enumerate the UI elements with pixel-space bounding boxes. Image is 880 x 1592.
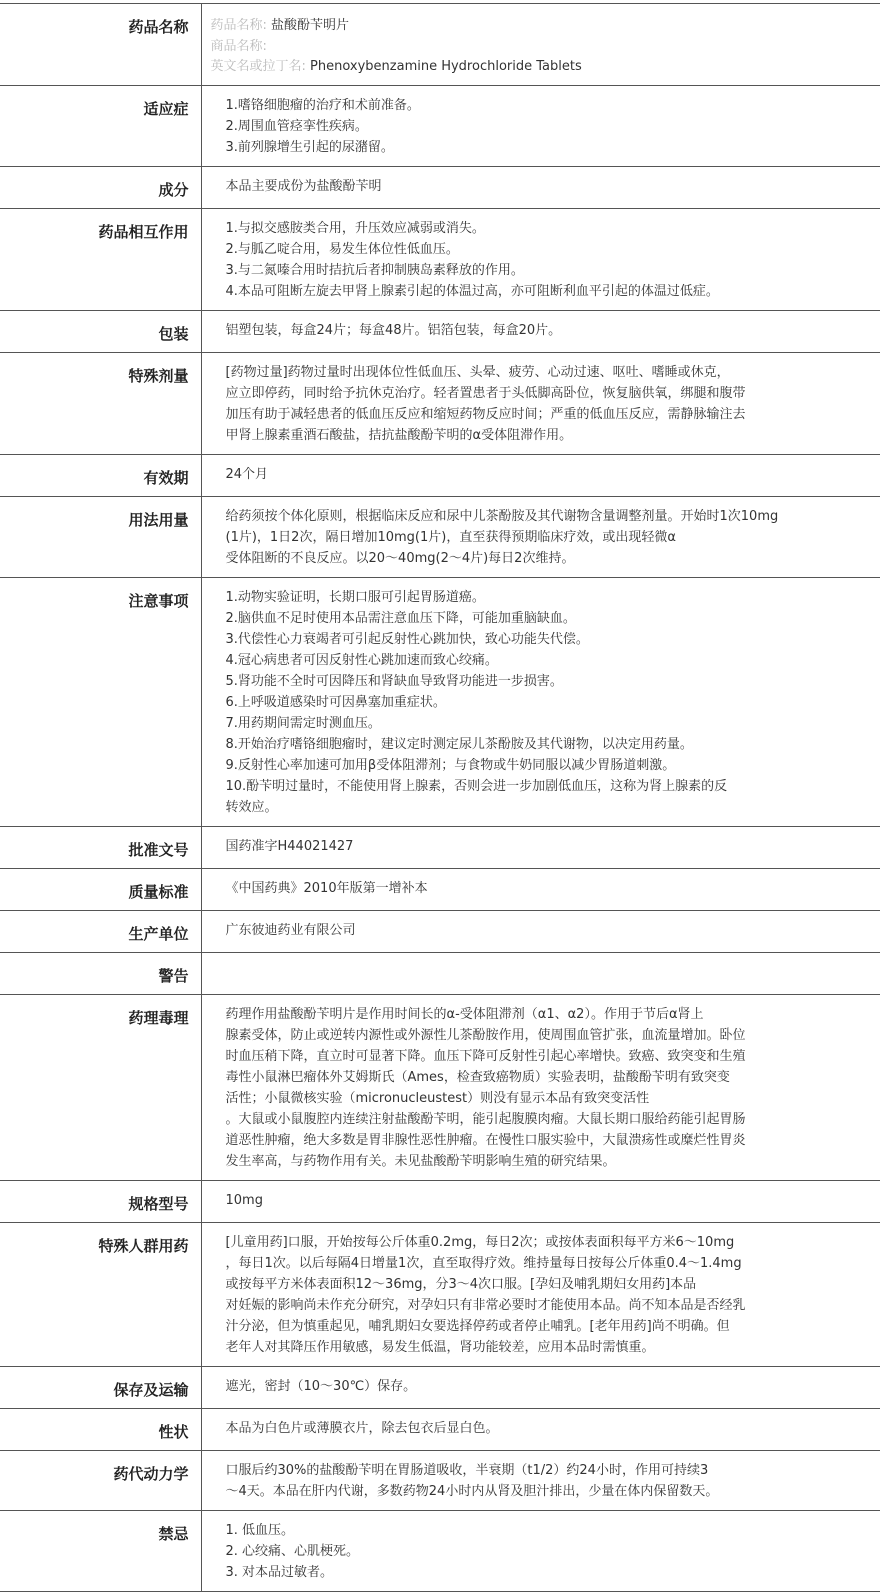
value-precautions	[201, 577, 880, 826]
value-appearance	[201, 1408, 880, 1450]
text-line: 6.上呼吸道感染时可因鼻塞加重症状。	[225, 694, 446, 710]
text-line: 1.与拟交感胺类合用，升压效应减弱或消失。	[225, 220, 485, 236]
row-interactions	[0, 208, 880, 310]
text-line: 1.嗜铬细胞瘤的治疗和术前准备。	[225, 97, 420, 113]
label-pharmacology: 药理毒理	[0, 994, 201, 1180]
label-contraindications: 禁忌	[0, 1510, 201, 1591]
text-line: 2.脑供血不足时使用本品需注意血压下降，可能加重脑缺血。	[225, 610, 576, 626]
value-validity	[201, 454, 880, 496]
text-line: 8.开始治疗嗜铬细胞瘤时，建议定时测定尿儿茶酚胺及其代谢物，以决定用药量。	[225, 736, 693, 752]
label-warning: 警告	[0, 952, 201, 994]
text-line: 1. 低血压。	[225, 1522, 295, 1538]
value-warning	[201, 952, 880, 994]
value-spec	[201, 1180, 880, 1222]
row-validity	[0, 454, 880, 496]
text-line: 《中国药典》2010年版第一增补本	[225, 880, 428, 896]
trade-name-line	[211, 37, 873, 58]
row-warning	[0, 952, 880, 994]
text-line: 应立即停药，同时给予抗休克治疗。轻者置患者于头低脚高卧位，恢复脑供氧，绑腿和腹带	[225, 385, 746, 401]
value-overdose	[201, 352, 880, 454]
label-precautions: 注意事项	[0, 577, 201, 826]
row-pharmacology	[0, 994, 880, 1180]
text-line: 5.肾功能不全时可因降压和肾缺血导致肾功能进一步损害。	[225, 673, 563, 689]
row-approval	[0, 826, 880, 868]
generic-name-value: 盐酸酚苄明片	[271, 18, 350, 33]
text-line: 铝塑包装，每盒24片；每盒48片。铝箔包装，每盒20片。	[225, 322, 562, 338]
value-indications	[201, 85, 880, 166]
value-storage	[201, 1366, 880, 1408]
trade-name-label: 商品名称:	[210, 38, 267, 54]
text-line: 2.周围血管痉挛性疾病。	[225, 118, 368, 134]
value-ingredients	[201, 166, 880, 208]
row-standard	[0, 868, 880, 910]
label-indications: 适应症	[0, 85, 201, 166]
row-storage	[0, 1366, 880, 1408]
value-approval	[201, 826, 880, 868]
text-line: ，每日1次。以后每隔4日增量1次，直至取得疗效。维持量每日按每公斤体重0.4～1.4mg	[225, 1255, 742, 1271]
text-line: 4.本品可阻断左旋去甲肾上腺素引起的体温过高，亦可阻断利血平引起的体温过低症。	[225, 283, 719, 299]
row-packaging	[0, 310, 880, 352]
text-line: 国药准字H44021427	[225, 838, 354, 854]
label-interactions: 药品相互作用	[0, 208, 201, 310]
text-line: 4.冠心病患者可因反射性心跳加速而致心绞痛。	[225, 652, 498, 668]
text-line: 活性；小鼠微核实验（micronucleustest）则没有显示本品有致突变活性	[225, 1090, 650, 1106]
label-approval: 批准文号	[0, 826, 201, 868]
label-name: 药品名称	[0, 4, 201, 86]
text-line: 24个月	[225, 466, 269, 482]
value-standard	[201, 868, 880, 910]
text-line: [儿童用药]口服，开始按每公斤体重0.2mg，每日2次；或按体表面积每平方米6～10mg	[225, 1234, 735, 1250]
text-line: 7.用药期间需定时测血压。	[225, 715, 381, 731]
english-name-line	[211, 57, 873, 78]
label-special-groups: 特殊人群用药	[0, 1222, 201, 1366]
row-precautions	[0, 577, 880, 826]
row-appearance	[0, 1408, 880, 1450]
label-manufacturer: 生产单位	[0, 910, 201, 952]
text-line: 2. 心绞痛、心肌梗死。	[225, 1543, 360, 1559]
row-pharmacokinetics	[0, 1450, 880, 1510]
english-name-label: 英文名或拉丁名:	[210, 59, 306, 74]
text-line: 9.反射性心率加速可加用β受体阻滞剂；与食物或牛奶同服以减少胃肠道刺激。	[225, 757, 676, 773]
text-line: 遮光，密封（10～30℃）保存。	[225, 1378, 417, 1394]
text-line: 药理作用盐酸酚苄明片是作用时间长的α-受体阻滞剂（α1、α2）。作用于节后α肾上	[225, 1006, 704, 1022]
text-line: 加压有助于减轻患者的低血压反应和缩短药物反应时间；严重的低血压反应，需静脉输注去	[225, 406, 746, 422]
label-pharmacokinetics: 药代动力学	[0, 1450, 201, 1510]
row-dosage	[0, 496, 880, 577]
label-standard: 质量标准	[0, 868, 201, 910]
label-packaging: 包装	[0, 310, 201, 352]
label-storage: 保存及运输	[0, 1366, 201, 1408]
text-line: (1片)，1日2次，隔日增加10mg(1片)，直至获得预期临床疗效，或出现轻微α	[225, 529, 676, 545]
text-line: 口服后约30%的盐酸酚苄明在胃肠道吸收，半衰期（t1/2）约24小时，作用可持续3	[225, 1462, 709, 1478]
row-overdose	[0, 352, 880, 454]
text-line: 广东彼迪药业有限公司	[225, 922, 356, 938]
text-line: 转效应。	[225, 799, 278, 815]
text-line: 时血压稍下降，直立时可显著下降。血压下降可反射性引起心率增快。致癌、致突变和生殖	[225, 1048, 746, 1064]
text-line: 对妊娠的影响尚未作充分研究，对孕妇只有非常必要时才能使用本品。尚不知本品是否经乳	[225, 1297, 746, 1313]
text-line: [药物过量]药物过量时出现体位性低血压、头晕、疲劳、心动过速、呕吐、嗜睡或休克，	[225, 364, 730, 380]
text-line: ～4天。本品在肝内代谢，多数药物24小时内从肾及胆汁排出，少量在体内保留数天。	[225, 1483, 719, 1499]
spec-table-body	[0, 4, 880, 1592]
text-line: 给药须按个体化原则，根据临床反应和尿中儿茶酚胺及其代谢物含量调整剂量。开始时1次10mg	[225, 508, 779, 524]
row-spec	[0, 1180, 880, 1222]
english-name-value: Phenoxybenzamine Hydrochloride Tablets	[310, 59, 582, 74]
generic-name-line	[211, 16, 873, 37]
value-packaging	[201, 310, 880, 352]
label-ingredients: 成分	[0, 166, 201, 208]
text-line: 。大鼠或小鼠腹腔内连续注射盐酸酚苄明，能引起腹膜肉瘤。大鼠长期口服给药能引起胃肠	[225, 1111, 746, 1127]
text-line: 腺素受体，防止或逆转内源性或外源性儿茶酚胺作用，使周围血管扩张，血流量增加。卧位	[225, 1027, 746, 1043]
label-overdose: 特殊剂量	[0, 352, 201, 454]
text-line: 3.前列腺增生引起的尿潴留。	[225, 139, 394, 155]
text-line: 10.酚苄明过量时，不能使用肾上腺素，否则会进一步加剧低血压，这称为肾上腺素的反	[225, 778, 728, 794]
text-line: 2.与胍乙啶合用，易发生体位性低血压。	[225, 241, 459, 257]
value-special-groups	[201, 1222, 880, 1366]
text-line: 本品主要成份为盐酸酚苄明	[225, 178, 382, 194]
value-manufacturer	[201, 910, 880, 952]
row-contraindications	[0, 1510, 880, 1591]
label-appearance: 性状	[0, 1408, 201, 1450]
text-line: 3. 对本品过敏者。	[225, 1564, 334, 1580]
text-line: 道恶性肿瘤，绝大多数是胃非腺性恶性肿瘤。在慢性口服实验中，大鼠溃疡性或糜烂性胃炎	[225, 1132, 746, 1148]
row-manufacturer	[0, 910, 880, 952]
value-name	[201, 4, 880, 86]
text-line: 3.与二氮嗪合用时拮抗后者抑制胰岛素释放的作用。	[225, 262, 524, 278]
text-line: 汁分泌，但为慎重起见，哺乳期妇女要选择停药或者停止哺乳。[老年用药]尚不明确。但	[225, 1318, 730, 1334]
text-line: 1.动物实验证明，长期口服可引起胃肠道癌。	[225, 589, 485, 605]
value-pharmacokinetics	[201, 1450, 880, 1510]
text-line: 或按每平方米体表面积12～36mg，分3～4次口服。[孕妇及哺乳期妇女用药]本品	[225, 1276, 697, 1292]
value-contraindications	[201, 1510, 880, 1591]
text-line: 本品为白色片或薄膜衣片，除去包衣后显白色。	[225, 1420, 499, 1436]
text-line: 受体阻断的不良反应。以20～40mg(2～4片)每日2次维持。	[225, 550, 575, 566]
text-line: 甲肾上腺素重酒石酸盐，拮抗盐酸酚苄明的α受体阻滞作用。	[225, 427, 573, 443]
drug-spec-table	[0, 3, 880, 1592]
value-dosage	[201, 496, 880, 577]
row-indications	[0, 85, 880, 166]
row-ingredients	[0, 166, 880, 208]
text-line: 毒性小鼠淋巴瘤体外艾姆斯氏（Ames，检查致癌物质）实验表明，盐酸酚苄明有致突变	[225, 1069, 730, 1085]
label-validity: 有效期	[0, 454, 201, 496]
text-line: 老年人对其降压作用敏感，易发生低温，肾功能较差，应用本品时需慎重。	[225, 1339, 655, 1355]
text-line: 10mg	[225, 1192, 263, 1208]
value-pharmacology	[201, 994, 880, 1180]
generic-name-label: 药品名称:	[210, 18, 267, 33]
text-line: 发生率高，与药物作用有关。未见盐酸酚苄明影响生殖的研究结果。	[225, 1153, 616, 1169]
row-name	[0, 4, 880, 86]
label-spec: 规格型号	[0, 1180, 201, 1222]
value-interactions	[201, 208, 880, 310]
label-dosage: 用法用量	[0, 496, 201, 577]
row-special-groups	[0, 1222, 880, 1366]
text-line: 3.代偿性心力衰竭者可引起反射性心跳加快，致心功能失代偿。	[225, 631, 589, 647]
